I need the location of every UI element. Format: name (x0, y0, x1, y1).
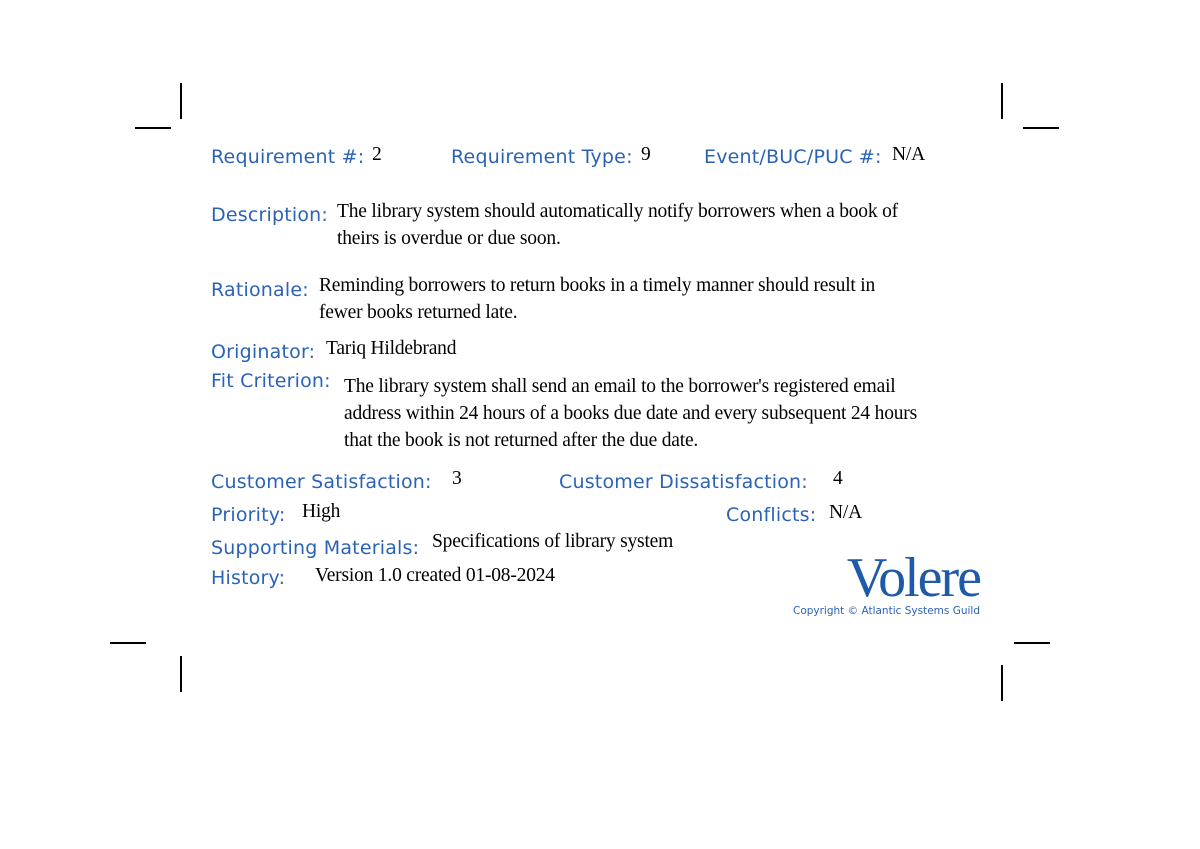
originator-value: Tariq Hildebrand (326, 338, 457, 359)
volere-logo (780, 548, 980, 617)
fit-criterion-line-3: that the book is not returned after the due date. (344, 430, 699, 451)
rationale-line-2: fewer books returned late. (319, 302, 518, 323)
crop-mark-bottom-right-h (1014, 642, 1050, 644)
priority-label: Priority: (211, 504, 286, 526)
customer-satisfaction-value: 3 (452, 468, 462, 489)
supporting-materials-label: Supporting Materials: (211, 537, 420, 559)
logo-copyright: Copyright © Atlantic Systems Guild (792, 605, 980, 617)
logo-wordmark: Volere (846, 547, 980, 609)
crop-mark-bottom-left-v (180, 656, 182, 692)
description-label: Description: (211, 204, 329, 226)
rationale-label: Rationale: (211, 279, 309, 301)
supporting-materials-value: Specifications of library system (432, 531, 674, 552)
requirement-type-label: Requirement Type: (451, 146, 633, 168)
customer-satisfaction-label: Customer Satisfaction: (211, 471, 432, 493)
rationale-text (319, 272, 969, 326)
fit-criterion-line-1: The library system shall send an email to the borrower's registered email (344, 376, 896, 397)
rationale-line-1: Reminding borrowers to return books in a timely manner should result in (319, 275, 876, 296)
conflicts-value: N/A (829, 502, 862, 523)
history-value: Version 1.0 created 01-08-2024 (315, 565, 555, 586)
priority-value: High (302, 501, 341, 522)
fit-criterion-text (344, 373, 984, 454)
crop-mark-top-right-v (1001, 83, 1003, 119)
description-line-1: The library system should automatically notify borrowers when a book of (337, 201, 898, 222)
conflicts-label: Conflicts: (726, 504, 817, 526)
crop-mark-bottom-left-h (110, 642, 146, 644)
fit-criterion-line-2: address within 24 hours of a books due date and every subsequent 24 hours (344, 403, 917, 424)
crop-mark-top-left-h (135, 127, 171, 129)
crop-mark-top-right-h (1023, 127, 1059, 129)
requirement-number-label: Requirement #: (211, 146, 365, 168)
customer-dissatisfaction-label: Customer Dissatisfaction: (559, 471, 808, 493)
originator-label: Originator: (211, 341, 316, 363)
history-label: History: (211, 567, 286, 589)
crop-mark-bottom-right-v (1001, 665, 1003, 701)
customer-dissatisfaction-value: 4 (833, 468, 843, 489)
fit-criterion-label: Fit Criterion: (211, 370, 331, 392)
description-line-2: theirs is overdue or due soon. (337, 228, 561, 249)
requirement-type-value: 9 (641, 144, 651, 165)
event-buc-puc-label: Event/BUC/PUC #: (704, 146, 882, 168)
crop-mark-top-left-v (180, 83, 182, 119)
description-text (337, 198, 977, 252)
requirement-number-value: 2 (372, 144, 382, 165)
event-buc-puc-value: N/A (892, 144, 925, 165)
